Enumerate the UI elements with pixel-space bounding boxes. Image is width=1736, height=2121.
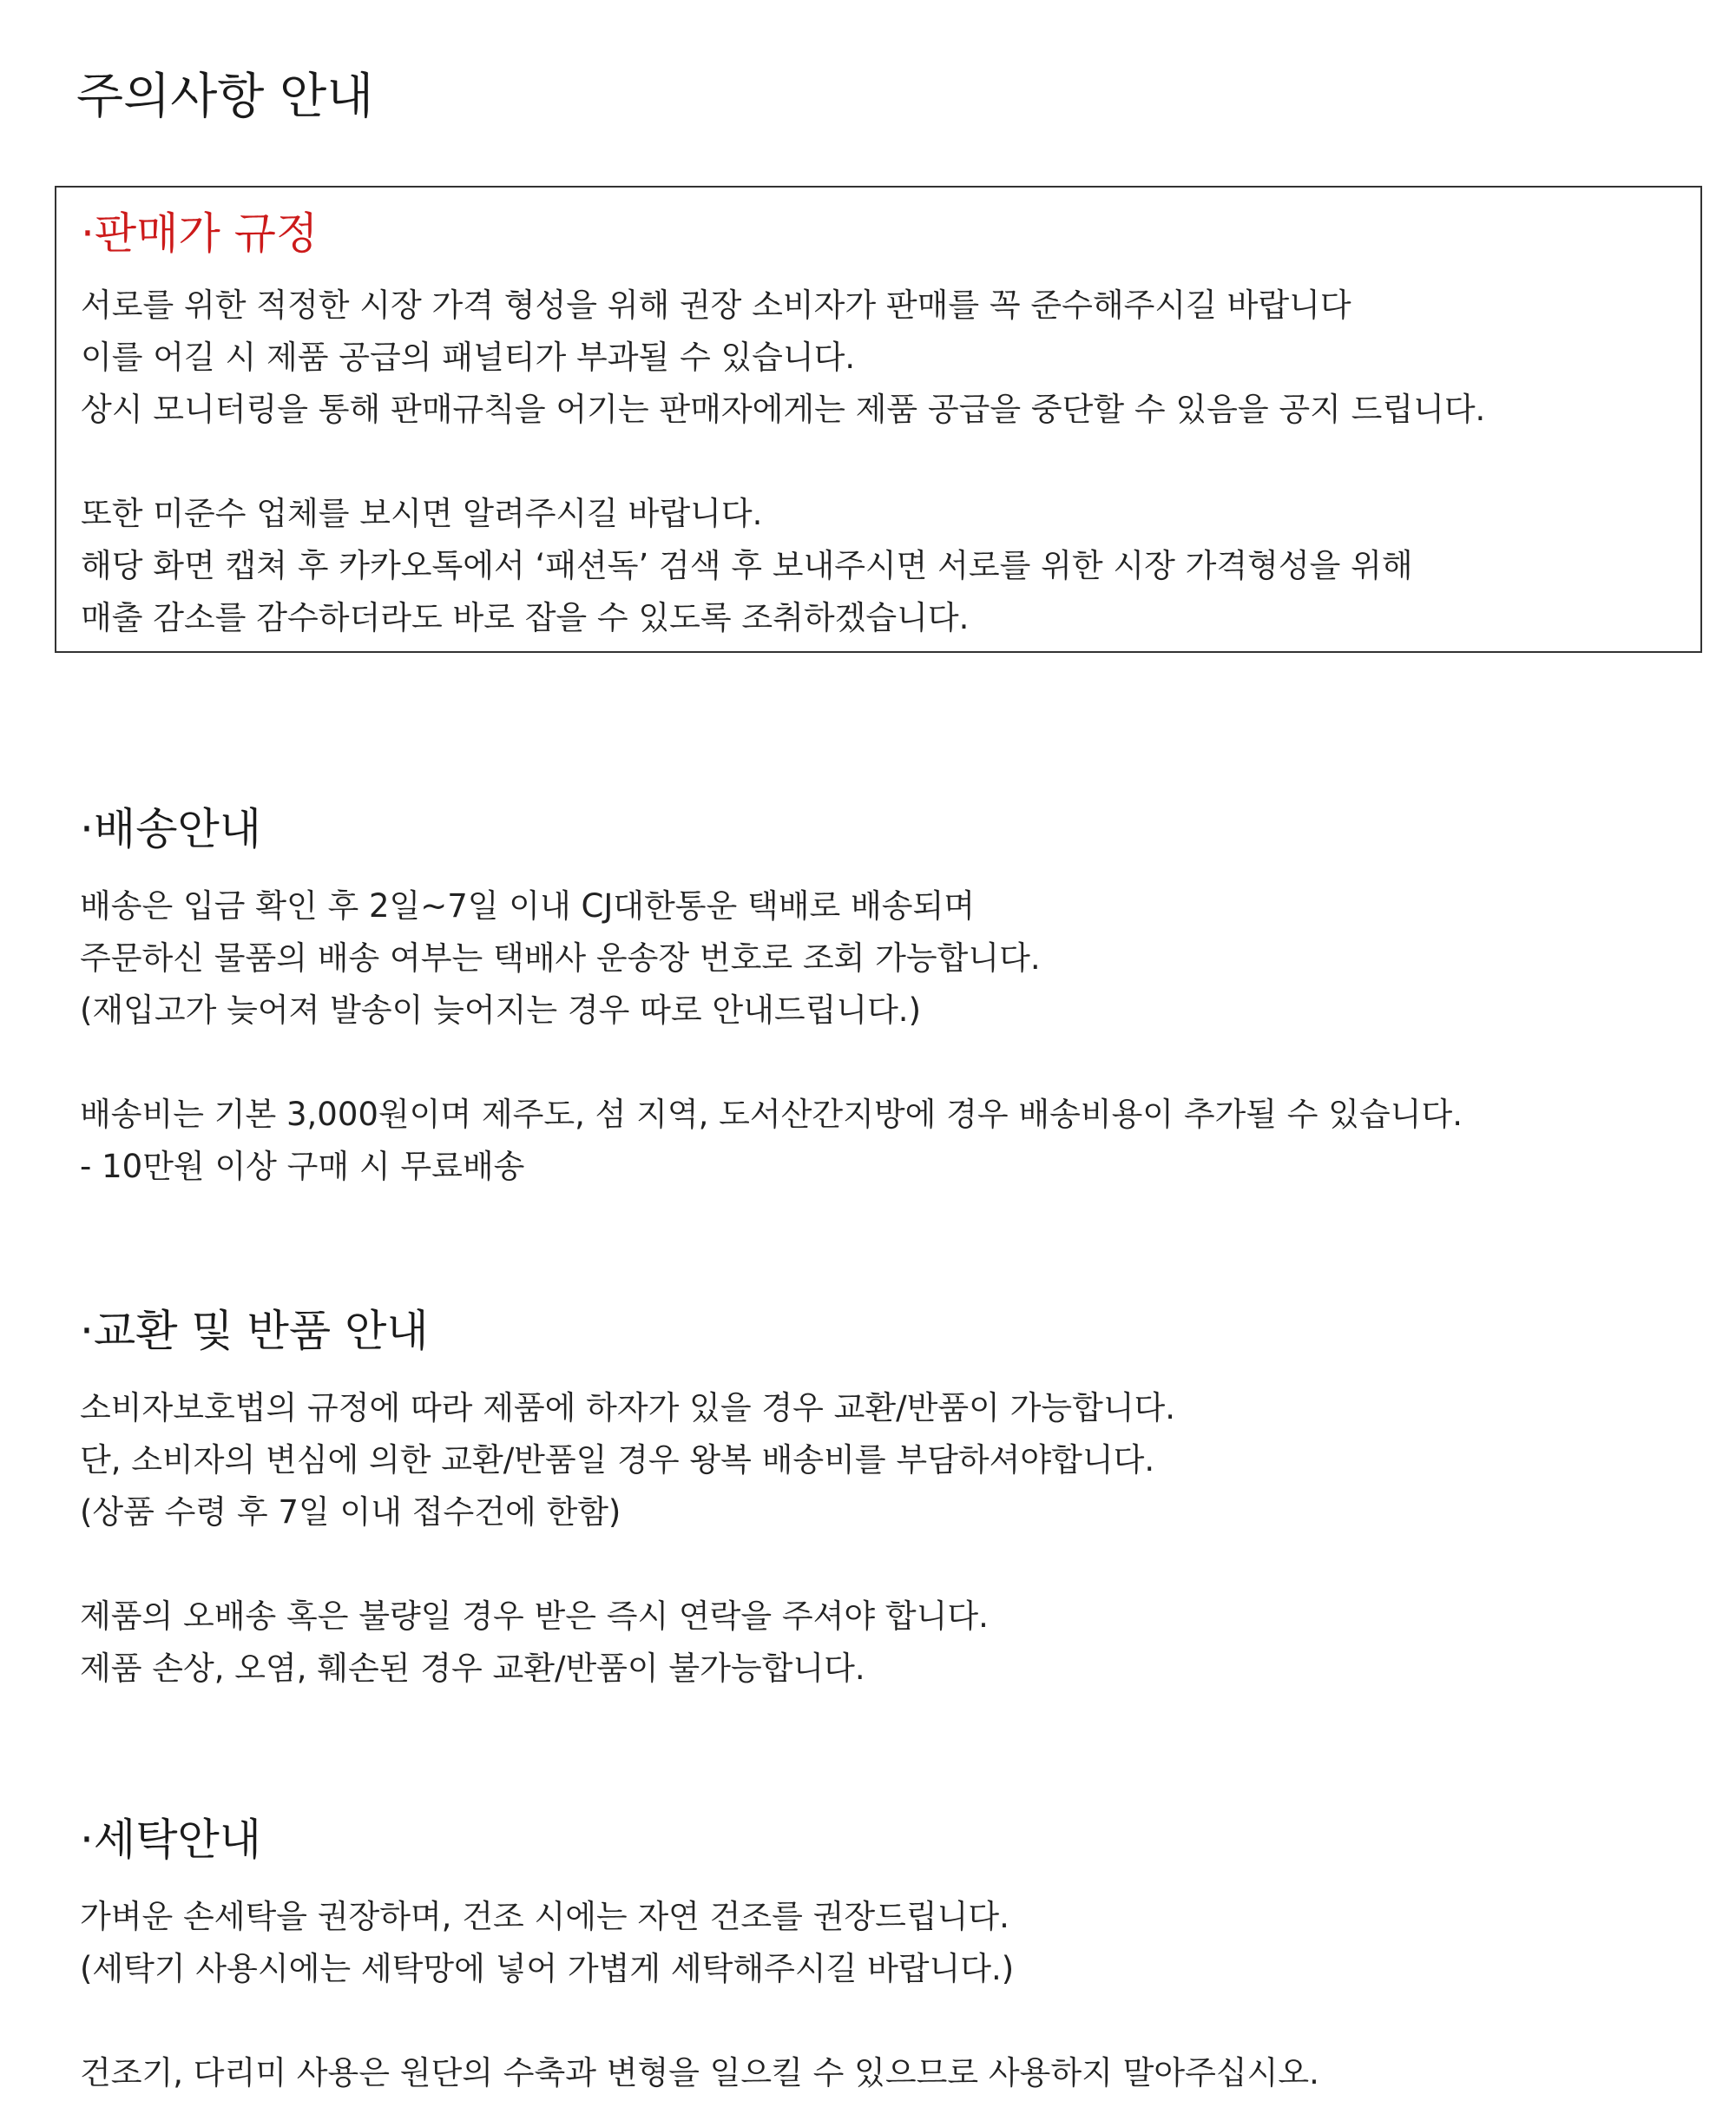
pricing-policy-line: 상시 모니터링을 통해 판매규칙을 어기는 판매자에게는 제품 공급을 중단할 수 있음을 공지 드립니다. xyxy=(81,391,1486,428)
pricing-policy-line: 서로를 위한 적정한 시장 가격 형성을 위해 권장 소비자가 판매를 꼭 준수해주시길 바랍니다 xyxy=(81,287,1351,324)
shipping-heading: ·배송안내 xyxy=(80,804,262,854)
paragraph-gap xyxy=(81,436,1485,488)
laundry-line: (세탁기 사용시에는 세탁망에 넣어 가볍게 세탁해주시길 바랍니다.) xyxy=(80,1950,1015,1987)
exchange-return-heading: ·교환 및 반품 안내 xyxy=(80,1306,429,1356)
exchange-return-line: 단, 소비자의 변심에 의한 교환/반품일 경우 왕복 배송비를 부담하셔야합니다. xyxy=(80,1441,1155,1479)
pricing-policy-line: 이를 어길 시 제품 공급의 패널티가 부과될 수 있습니다. xyxy=(81,339,856,376)
laundry-line: 가벼운 손세탁을 권장하며, 건조 시에는 자연 건조를 권장드립니다. xyxy=(80,1898,1009,1935)
exchange-return-line: (상품 수령 후 7일 이내 접수건에 한함) xyxy=(80,1493,621,1531)
pricing-policy-line: 매출 감소를 감수하더라도 바로 잡을 수 있도록 조취하겠습니다. xyxy=(81,599,970,636)
exchange-return-line: 제품 손상, 오염, 훼손된 경우 교환/반품이 불가능합니다. xyxy=(80,1650,865,1687)
pricing-policy-box xyxy=(55,186,1702,653)
paragraph-gap xyxy=(80,1995,1319,2047)
shipping-line: 주문하신 물품의 배송 여부는 택배사 운송장 번호로 조회 가능합니다. xyxy=(80,939,1041,977)
shipping-line: 배송은 입금 확인 후 2일~7일 이내 CJ대한통운 택배로 배송되며 xyxy=(80,887,975,925)
pricing-policy-body xyxy=(81,280,1485,644)
shipping-body xyxy=(80,880,1463,1193)
pricing-policy-line: 해당 화면 캡쳐 후 카카오톡에서 ‘패션독’ 검색 후 보내주시면 서로를 위한 시장 가격형성을 위해 xyxy=(81,547,1413,584)
pricing-policy-heading: ·판매가 규정 xyxy=(81,208,319,259)
shipping-line: 배송비는 기본 3,000원이며 제주도, 섬 지역, 도서산간지방에 경우 배송비용이 추가될 수 있습니다. xyxy=(80,1096,1463,1133)
paragraph-gap xyxy=(80,1538,1175,1591)
exchange-return-line: 제품의 오배송 혹은 불량일 경우 받은 즉시 연락을 주셔야 합니다. xyxy=(80,1597,989,1635)
shipping-line: (재입고가 늦어져 발송이 늦어지는 경우 따로 안내드립니다.) xyxy=(80,991,922,1029)
laundry-heading: ·세탁안내 xyxy=(80,1815,262,1865)
paragraph-gap xyxy=(80,1037,1463,1089)
page-title: 주의사항 안내 xyxy=(76,69,374,125)
laundry-line: 건조기, 다리미 사용은 원단의 수축과 변형을 일으킬 수 있으므로 사용하지 말아주십시오. xyxy=(80,2054,1319,2091)
pricing-policy-line: 또한 미준수 업체를 보시면 알려주시길 바랍니다. xyxy=(81,495,763,532)
laundry-body xyxy=(80,1891,1319,2099)
exchange-return-body xyxy=(80,1382,1175,1695)
shipping-line: - 10만원 이상 구매 시 무료배송 xyxy=(80,1148,525,1185)
exchange-return-line: 소비자보호법의 규정에 따라 제품에 하자가 있을 경우 교환/반품이 가능합니다. xyxy=(80,1389,1176,1426)
